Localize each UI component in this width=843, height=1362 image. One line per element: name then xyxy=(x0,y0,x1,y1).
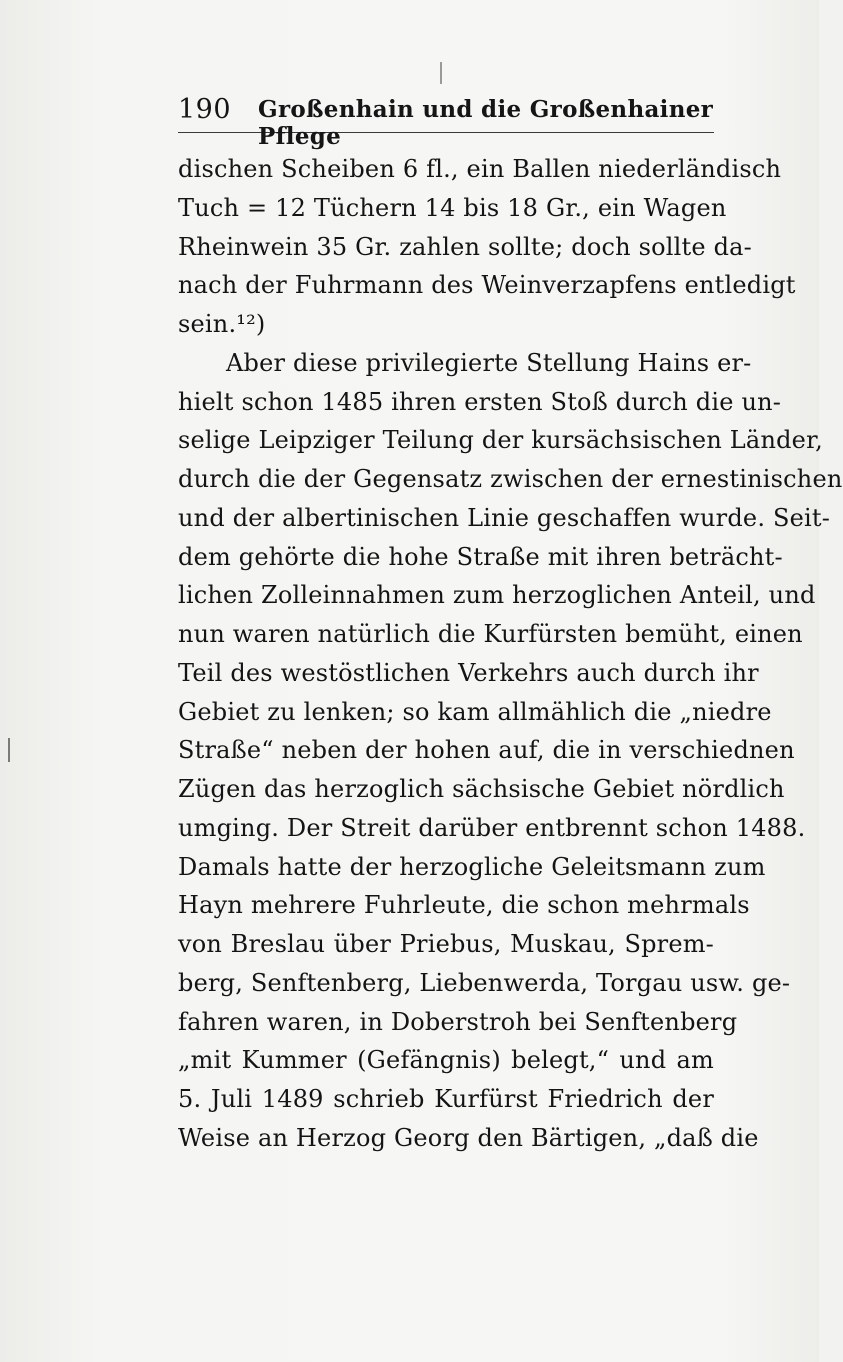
text-line: dischen Scheiben 6 fl., ein Ballen niederländisch xyxy=(178,155,782,183)
text-line: durch die der Gegensatz zwischen der ernestinischen xyxy=(178,465,843,493)
page-number: 190 xyxy=(178,94,232,125)
text-line: umging. Der Streit darüber entbrennt schon 1488. xyxy=(178,813,806,842)
paragraph-start-line: Aber diese privilegierte Stellung Hains er- xyxy=(226,348,752,377)
scan-speck xyxy=(440,62,442,84)
text-line: Tuch = 12 Tüchern 14 bis 18 Gr., ein Wagen xyxy=(178,193,727,222)
text-line: Hayn mehrere Fuhrleute, die schon mehrmals xyxy=(178,891,750,920)
text-line: Rheinwein 35 Gr. zahlen sollte; doch sollte da- xyxy=(178,232,752,261)
text-line: dem gehörte die hohe Straße mit ihren beträcht- xyxy=(178,542,783,571)
text-line: Straße“ neben der hohen auf, die in verschiednen xyxy=(178,736,795,765)
text-line: sein.¹²) xyxy=(178,310,266,338)
text-line: fahren waren, in Doberstroh bei Senftenberg xyxy=(178,1007,738,1036)
text-line: Damals hatte der herzogliche Geleitsmann zum xyxy=(178,852,766,881)
text-line: lichen Zolleinnahmen zum herzoglichen Anteil, und xyxy=(178,581,816,610)
text-line: hielt schon 1485 ihren ersten Stoß durch die un- xyxy=(178,387,782,416)
text-line: berg, Senftenberg, Liebenwerda, Torgau usw. ge- xyxy=(178,968,791,997)
text-line: nach der Fuhrmann des Weinverzapfens entledigt xyxy=(178,271,796,300)
text-line: nun waren natürlich die Kurfürsten bemüht, einen xyxy=(178,620,803,648)
text-line: von Breslau über Priebus, Muskau, Sprem- xyxy=(178,930,714,958)
text-line: selige Leipziger Teilung der kursächsischen Länder, xyxy=(178,426,823,455)
page-header xyxy=(178,92,714,150)
text-line: Zügen das herzoglich sächsische Gebiet nördlich xyxy=(178,775,785,803)
body-text xyxy=(178,150,843,1158)
text-line: „mit Kummer (Gefängnis) belegt,“ und am xyxy=(178,1046,714,1075)
text-line: Gebiet zu lenken; so kam allmählich die „niedre xyxy=(178,697,772,726)
running-title: Großenhain und die Großenhainer Pflege xyxy=(258,96,714,150)
text-line: Teil des westöstlichen Verkehrs auch durch ihr xyxy=(178,658,759,687)
text-line: 5. Juli 1489 schrieb Kurfürst Friedrich der xyxy=(178,1085,714,1113)
text-line: und der albertinischen Linie geschaffen wurde. Seit- xyxy=(178,503,831,532)
scan-speck xyxy=(8,738,10,762)
text-line: Weise an Herzog Georg den Bärtigen, „daß die xyxy=(178,1123,759,1152)
